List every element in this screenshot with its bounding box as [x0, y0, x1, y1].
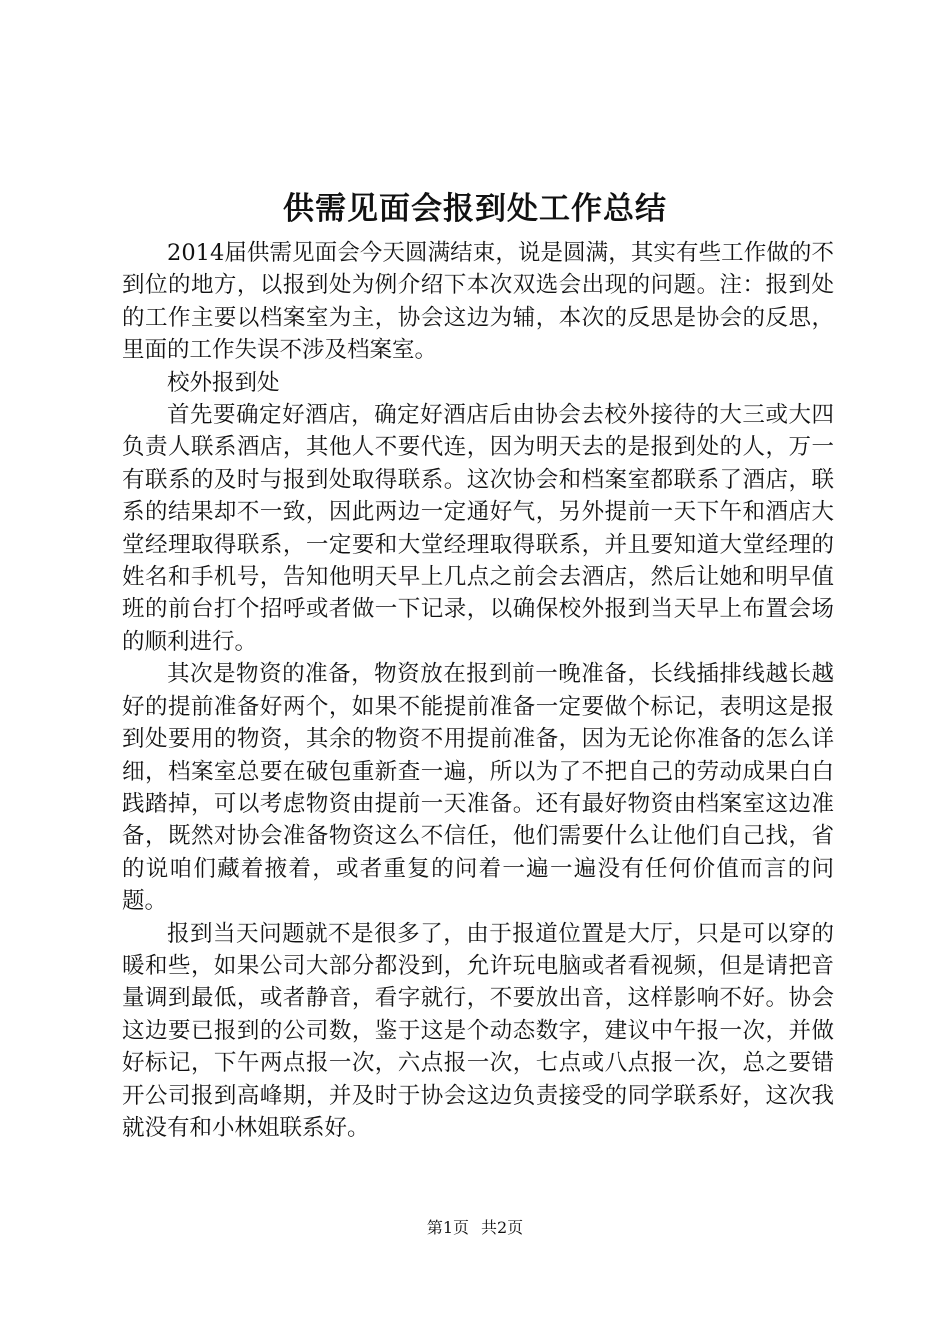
paragraph-registration-day: 报到当天问题就不是很多了，由于报道位置是大厅，只是可以穿的暖和些，如果公司大部分都没到，允许玩电脑或者看视频，但是请把音量调到最低，或者静音，看字就行，不要放出音，这样影响不好。协会这边要已报到的公司数，鉴于这是个动态数字，建议中午报一次，并做好标记，下午两点报一次，六点报一次，七点或八点报一次，总之要错开公司报到高峰期，并及时于协会这边负责接受的同学联系好，这次我就没有和小林姐联系好。 — [122, 920, 834, 1141]
paragraph-hotel: 首先要确定好酒店，确定好酒店后由协会去校外接待的大三或大四负责人联系酒店，其他人不要代连，因为明天去的是报到处的人，万一有联系的及时与报到处取得联系。这次协会和档案室都联系了酒店，联系的结果却不一致，因此两边一定通好气，另外提前一天下午和酒店大堂经理取得联系，一定要和大堂经理取得联系，并且要知道大堂经理的姓名和手机号，告知他明天早上几点之前会去酒店，然后让她和明早值班的前台打个招呼或者做一下记录，以确保校外报到当天早上布置会场的顺利进行。 — [122, 402, 834, 655]
page-number: 第1页 — [426, 1218, 469, 1237]
page-total: 共2页 — [481, 1218, 524, 1237]
page-footer — [0, 1216, 950, 1240]
paragraph-intro: 2014届供需见面会今天圆满结束，说是圆满，其实有些工作做的不到位的地方，以报到处为例介绍下本次双选会出现的问题。注：报到处的工作主要以档案室为主，协会这边为辅，本次的反思是协会的反思，里面的工作失误不涉及档案室。 — [122, 240, 834, 364]
section-heading-offsite-registration: 校外报到处 — [167, 369, 280, 396]
paragraph-supplies: 其次是物资的准备，物资放在报到前一晚准备，长线插排线越长越好的提前准备好两个，如果不能提前准备一定要做个标记，表明这是报到处要用的物资，其余的物资不用提前准备，因为无论你准备的怎么详细，档案室总要在破包重新查一遍，所以为了不把自己的劳动成果白白践踏掉，可以考虑物资由提前一天准备。还有最好物资由档案室这边准备，既然对协会准备物资这么不信任，他们需要什么让他们自己找，省的说咱们藏着掖着，或者重复的问着一遍一遍没有任何价值而言的问题。 — [122, 661, 834, 915]
document-body — [122, 237, 834, 1144]
document-title: 供需见面会报到处工作总结 — [283, 191, 667, 227]
